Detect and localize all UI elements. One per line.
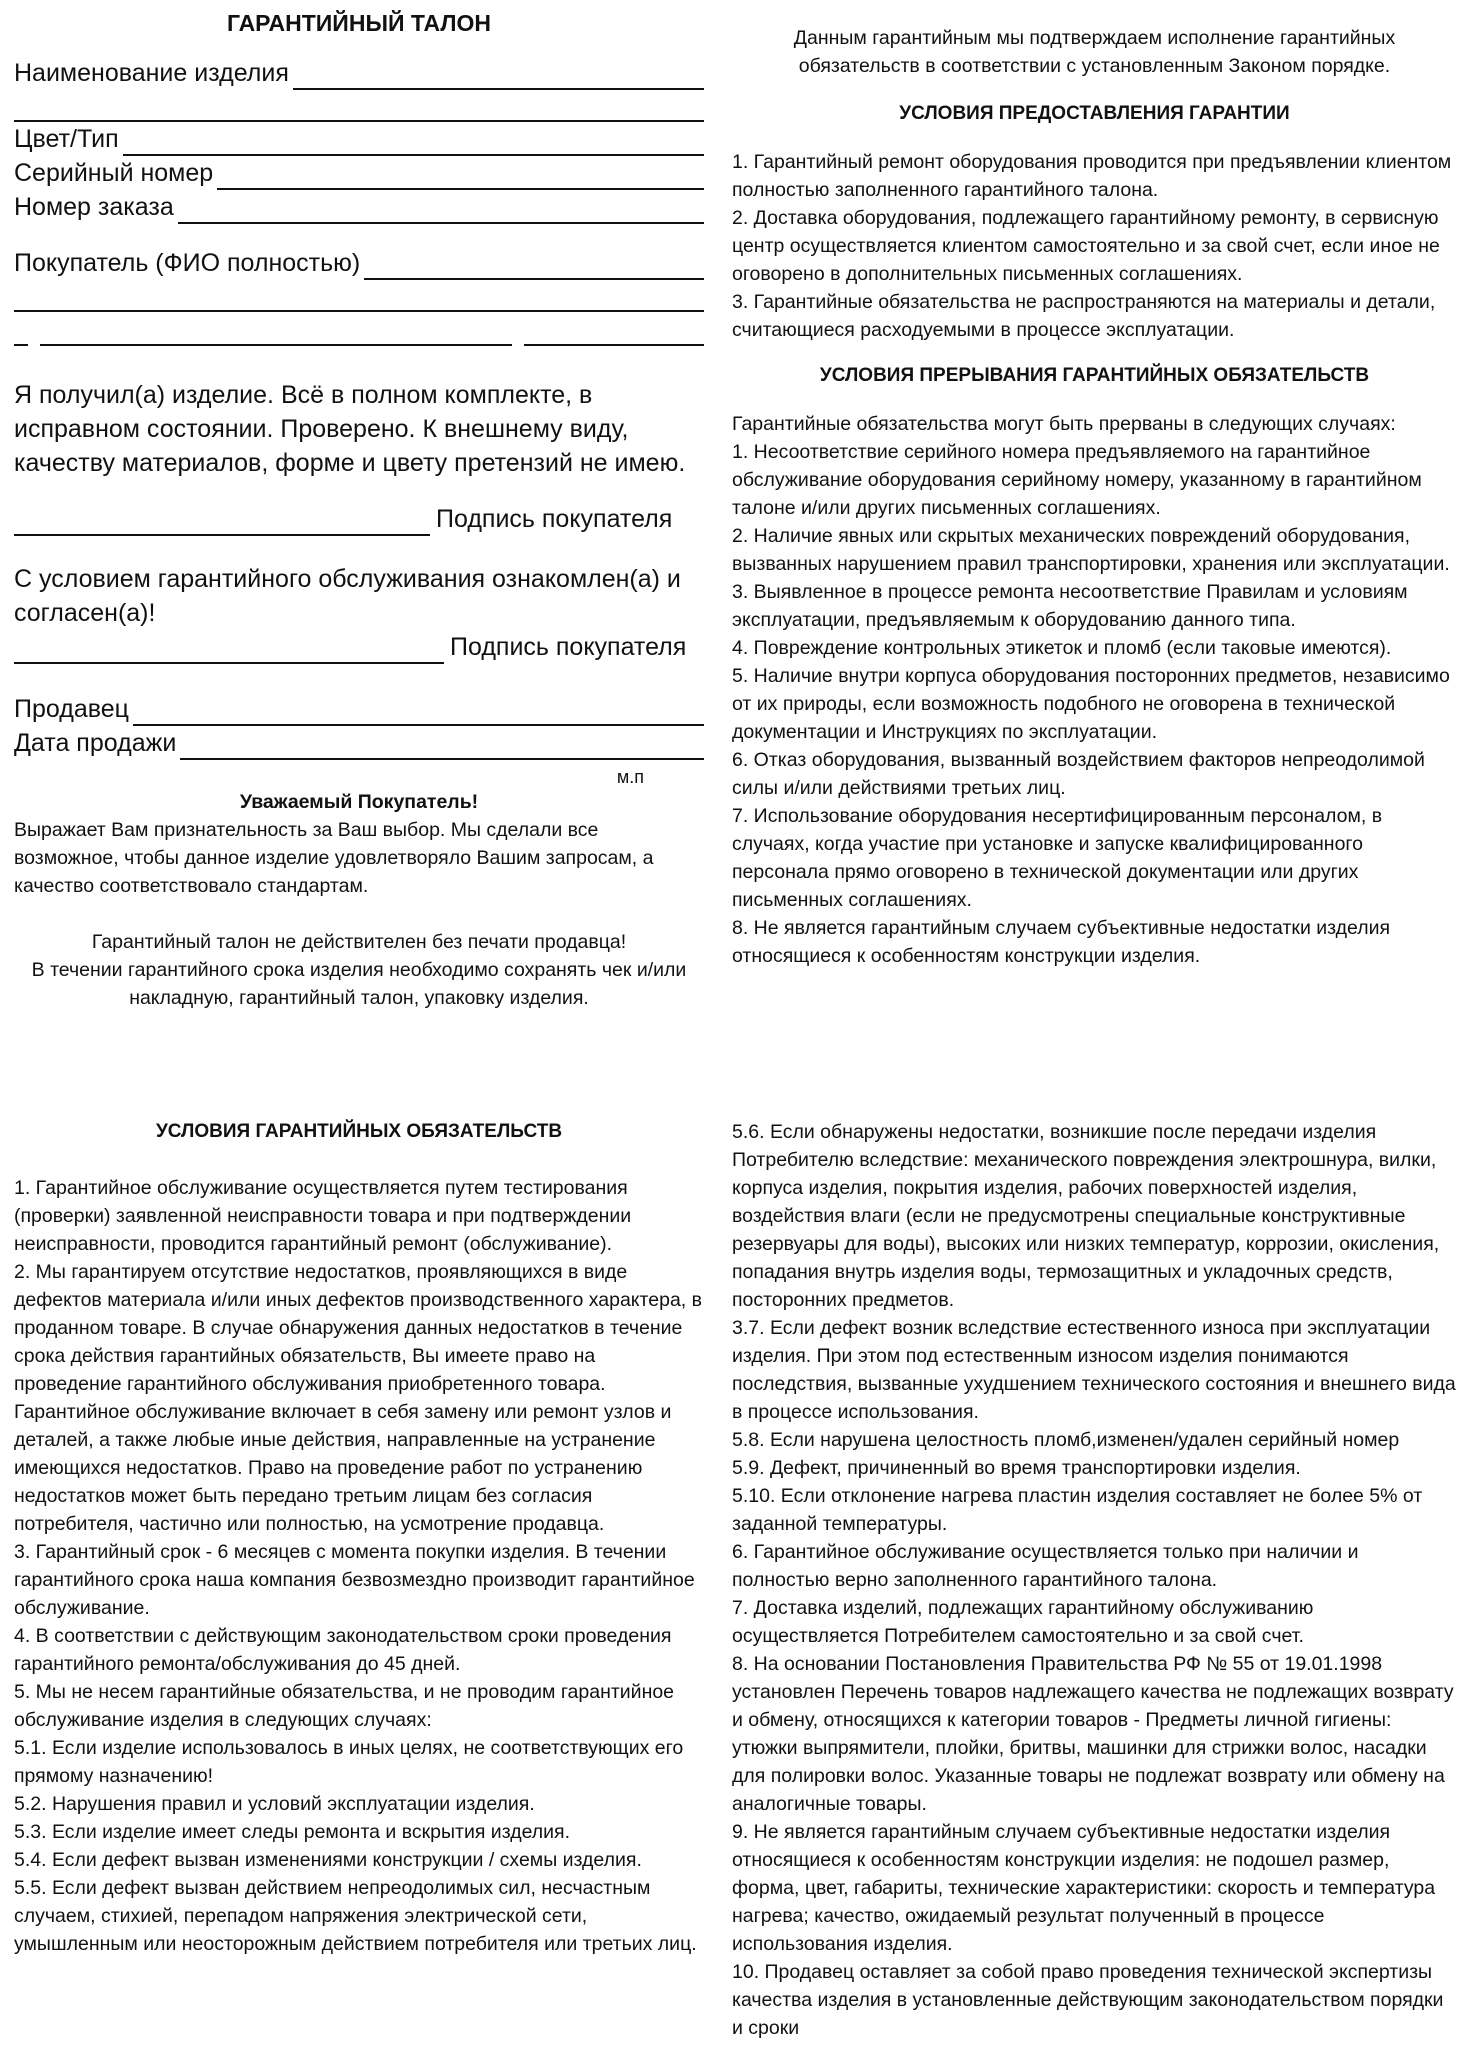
field-color-label: Цвет/Тип bbox=[14, 125, 119, 153]
greeting-title: Уважаемый Покупатель! bbox=[239, 791, 479, 813]
provision-list bbox=[732, 148, 1457, 344]
obligation-item: 4. В соответствии с действующим законодательством сроки проведения гарантийного ремонта/обслуживания до 45 дней. bbox=[14, 1625, 672, 1675]
field-product bbox=[14, 56, 704, 90]
provision-item: 3. Гарантийные обязательства не распространяются на материалы и детали, считающиеся расходуемыми в процессе эксплуатации. bbox=[732, 291, 1436, 341]
obligation-item: 5. Мы не несем гарантийные обязательства, и не проводим гарантийное обслуживание изделия в следующих случаях: bbox=[14, 1681, 675, 1731]
termination-item: 4. Повреждение контрольных этикеток и пломб (если таковые имеются). bbox=[732, 637, 1392, 659]
termination-item: 1. Несоответствие серийного номера предъявляемого на гарантийное обслуживание оборудования серийному номеру, указанному в гарантийном талоне и/или других письменных соглашениях. bbox=[732, 441, 1422, 519]
obligation-item: 5.2. Нарушения правил и условий эксплуатации изделия. bbox=[14, 1793, 535, 1815]
obligation-item: 6. Гарантийное обслуживание осуществляется только при наличии и полностью верно заполненного гарантийного талона. bbox=[732, 1541, 1359, 1591]
agreement-statement: С условием гарантийного обслуживания ознакомлен(а) и согласен(а)! bbox=[14, 565, 681, 627]
warranty-provision-section bbox=[732, 24, 1457, 970]
termination-list bbox=[732, 438, 1457, 970]
signature-row-2 bbox=[14, 630, 704, 664]
field-buyer-label: Покупатель (ФИО полностью) bbox=[14, 249, 361, 277]
field-product-line[interactable] bbox=[293, 62, 704, 90]
field-serial-label: Серийный номер bbox=[14, 159, 214, 187]
obligation-item: 8. На основании Постановления Правительства РФ № 55 от 19.01.1998 установлен Перечень товаров надлежащего качества не подлежащих возврату и обмену, относящихся к категории товаров - Предметы личной гигиены: утюжки выпрямители, плойки, бритвы, машинки для стрижки волос, насадки для полировки волос. Указанные товары не подлежат возврату или обмену на аналогичные товары. bbox=[732, 1653, 1454, 1815]
termination-item: 8. Не является гарантийным случаем субъективные недостатки изделия относящиеся к особенностям конструкции изделия. bbox=[732, 917, 1391, 967]
field-buyer bbox=[14, 246, 704, 280]
field-seller bbox=[14, 692, 704, 726]
obligations-continued-list bbox=[732, 1118, 1457, 2042]
warranty-coupon bbox=[14, 8, 704, 1012]
obligation-item: 5.6. Если обнаружены недостатки, возникшие после передачи изделия Потребителю вследствие: механического повреждения электрошнура, вилки, корпуса изделия, покрытия изделия, рабочих поверхностей изделия, воздействия влаги (если не предусмотрены специальные конструктивные резервуары для воды), высоких или низких температур, коррозии, окисления, попадания внутрь изделия воды, термозащитных и укладочных средств, посторонних предметов. bbox=[732, 1121, 1440, 1311]
warranty-obligations-section bbox=[14, 1118, 704, 1958]
obligation-item: 5.1. Если изделие использовалось в иных целях, не соответствующих его прямому назначению! bbox=[14, 1737, 684, 1787]
signature-label-1: Подпись покупателя bbox=[436, 505, 673, 533]
field-color-line[interactable] bbox=[123, 128, 704, 156]
obligations-title: УСЛОВИЯ ГАРАНТИЙНЫХ ОБЯЗАТЕЛЬСТВ bbox=[155, 1121, 563, 1142]
signature-line-1[interactable] bbox=[14, 508, 430, 536]
field-buyer-line-3[interactable] bbox=[14, 312, 704, 346]
termination-title: УСЛОВИЯ ПРЕРЫВАНИЯ ГАРАНТИЙНЫХ ОБЯЗАТЕЛЬСТВ bbox=[819, 365, 1370, 386]
field-date-label: Дата продажи bbox=[14, 729, 177, 757]
termination-item: 7. Использование оборудования несертифицированным персоналом, в случаях, когда участие при установке и запуске квалифицированного персонала прямо оговорено в технической документации или других письменных соглашениях. bbox=[732, 805, 1383, 911]
obligation-item: 5.9. Дефект, причиненный во время транспортировки изделия. bbox=[732, 1457, 1301, 1479]
field-order-label: Номер заказа bbox=[14, 193, 174, 221]
provision-title: УСЛОВИЯ ПРЕДОСТАВЛЕНИЯ ГАРАНТИИ bbox=[899, 103, 1290, 124]
termination-item: 3. Выявленное в процессе ремонта несоответствие Правилам и условиям эксплуатации, предъявляемым к оборудованию данного типа. bbox=[732, 581, 1408, 631]
obligation-item: 2. Мы гарантируем отсутствие недостатков, проявляющихся в виде дефектов материала и/или иных дефектов производственного характера, в проданном товаре. В случае обнаружения данных недостатков в течение срока действия гарантийных обязательств, Вы имеете право на проведение гарантийного обслуживания приобретенного товара. Гарантийное обслуживание включает в себя замену или ремонт узлов и деталей, а также любые иные действия, направленные на устранение имеющихся недостатков. Право на проведение работ по устранению недостатков может быть передано третьим лицам без согласия потребителя, частично или полностью, на усмотрение продавца. bbox=[14, 1261, 703, 1535]
obligations-list bbox=[14, 1174, 704, 1958]
coupon-title: ГАРАНТИЙНЫЙ ТАЛОН bbox=[226, 10, 492, 36]
termination-item: 2. Наличие явных или скрытых механических повреждений оборудования, вызванных нарушением правил транспортировки, хранения или эксплуатации. bbox=[732, 525, 1450, 575]
field-serial bbox=[14, 156, 704, 190]
notice-stamp: Гарантийный талон не действителен без печати продавца! bbox=[91, 931, 627, 953]
obligation-item: 5.4. Если дефект вызван изменениями конструкции / схемы изделия. bbox=[14, 1849, 642, 1871]
field-seller-line[interactable] bbox=[133, 698, 704, 726]
field-color bbox=[14, 122, 704, 156]
obligation-item: 5.5. Если дефект вызван действием непреодолимых сил, несчастным случаем, стихией, перепадом напряжения электрической сети, умышленным или неосторожным действием потребителя или третьих лиц. bbox=[14, 1877, 697, 1955]
obligation-item: 1. Гарантийное обслуживание осуществляется путем тестирования (проверки) заявленной неисправности товара и при подтверждении неисправности, проводится гарантийный ремонт (обслуживание). bbox=[14, 1177, 632, 1255]
field-order bbox=[14, 190, 704, 224]
field-product-label: Наименование изделия bbox=[14, 59, 289, 87]
receipt-statement: Я получил(а) изделие. Всё в полном комплекте, в исправном состоянии. Проверено. К внешнему виду, качеству материалов, форме и цвету претензий не имею. bbox=[14, 381, 686, 477]
field-buyer-line[interactable] bbox=[364, 252, 704, 280]
obligation-item: 5.8. Если нарушена целостность пломб,изменен/удален серийный номер bbox=[732, 1429, 1400, 1451]
obligation-item: 3.7. Если дефект возник вследствие естественного износа при эксплуатации изделия. При этом под естественным износом изделия понимаются последствия, вызванные ухудшением технического состояния и внешнего вида в процессе использования. bbox=[732, 1317, 1456, 1423]
stamp-place: м.п bbox=[616, 767, 644, 787]
notice-keep-receipt: В течении гарантийного срока изделия необходимо сохранять чек и/или накладную, гарантийный талон, упаковку изделия. bbox=[31, 959, 687, 1009]
obligation-item: 9. Не является гарантийным случаем субъективные недостатки изделия относящиеся к особенностям конструкции изделия: не подошел размер, форма, цвет, габариты, технические характеристики: скорость и температура нагрева; качество, ожидаемый результат полученный в процессе использования изделия. bbox=[732, 1821, 1436, 1955]
obligation-item: 7. Доставка изделий, подлежащих гарантийному обслуживанию осуществляется Потребителем самостоятельно и за свой счет. bbox=[732, 1597, 1314, 1647]
field-order-line[interactable] bbox=[178, 196, 704, 224]
obligation-item: 5.10. Если отклонение нагрева пластин изделия составляет не более 5% от заданной температуры. bbox=[732, 1485, 1423, 1535]
provision-item: 2. Доставка оборудования, подлежащего гарантийному ремонту, в сервисную центр осуществляется клиентом самостоятельно и за свой счет, если иное не оговорено в дополнительных письменных соглашениях. bbox=[732, 207, 1440, 285]
field-buyer-line-2[interactable] bbox=[14, 280, 704, 312]
signature-line-2[interactable] bbox=[14, 636, 444, 664]
termination-item: 5. Наличие внутри корпуса оборудования посторонних предметов, независимо от их природы, если возможность подобного не оговорена в технической документации и Инструкциях по эксплуатации. bbox=[732, 665, 1450, 743]
field-seller-label: Продавец bbox=[14, 695, 129, 723]
signature-row-1 bbox=[14, 502, 704, 536]
obligation-item: 10. Продавец оставляет за собой право проведения технической экспертизы качества изделия в установленные действующим законодательством порядки и сроки bbox=[732, 1961, 1444, 2039]
field-date bbox=[14, 726, 704, 760]
obligation-item: 5.3. Если изделие имеет следы ремонта и вскрытия изделия. bbox=[14, 1821, 571, 1843]
termination-intro: Гарантийные обязательства могут быть прерваны в следующих случаях: bbox=[732, 413, 1396, 435]
obligation-item: 3. Гарантийный срок - 6 месяцев с момента покупки изделия. В течении гарантийного срока наша компания безвозмездно производит гарантийное обслуживание. bbox=[14, 1541, 695, 1619]
greeting-text: Выражает Вам признательность за Ваш выбор. Мы сделали все возможное, чтобы данное изделие удовлетворяло Вашим запросам, а качество соответствовало стандартам. bbox=[14, 819, 654, 897]
intro-text: Данным гарантийным мы подтверждаем исполнение гарантийных обязательств в соответствии с установленным Законом порядке. bbox=[793, 27, 1396, 77]
field-serial-line[interactable] bbox=[217, 162, 704, 190]
field-date-line[interactable] bbox=[180, 732, 704, 760]
provision-item: 1. Гарантийный ремонт оборудования проводится при предъявлении клиентом полностью заполненного гарантийного талона. bbox=[732, 151, 1452, 201]
field-product-line-2[interactable] bbox=[14, 90, 704, 122]
termination-item: 6. Отказ оборудования, вызванный воздействием факторов непреодолимой силы и/или действиями третьих лиц. bbox=[732, 749, 1425, 799]
signature-label-2: Подпись покупателя bbox=[450, 633, 687, 661]
warranty-obligations-continued bbox=[732, 1118, 1457, 2042]
